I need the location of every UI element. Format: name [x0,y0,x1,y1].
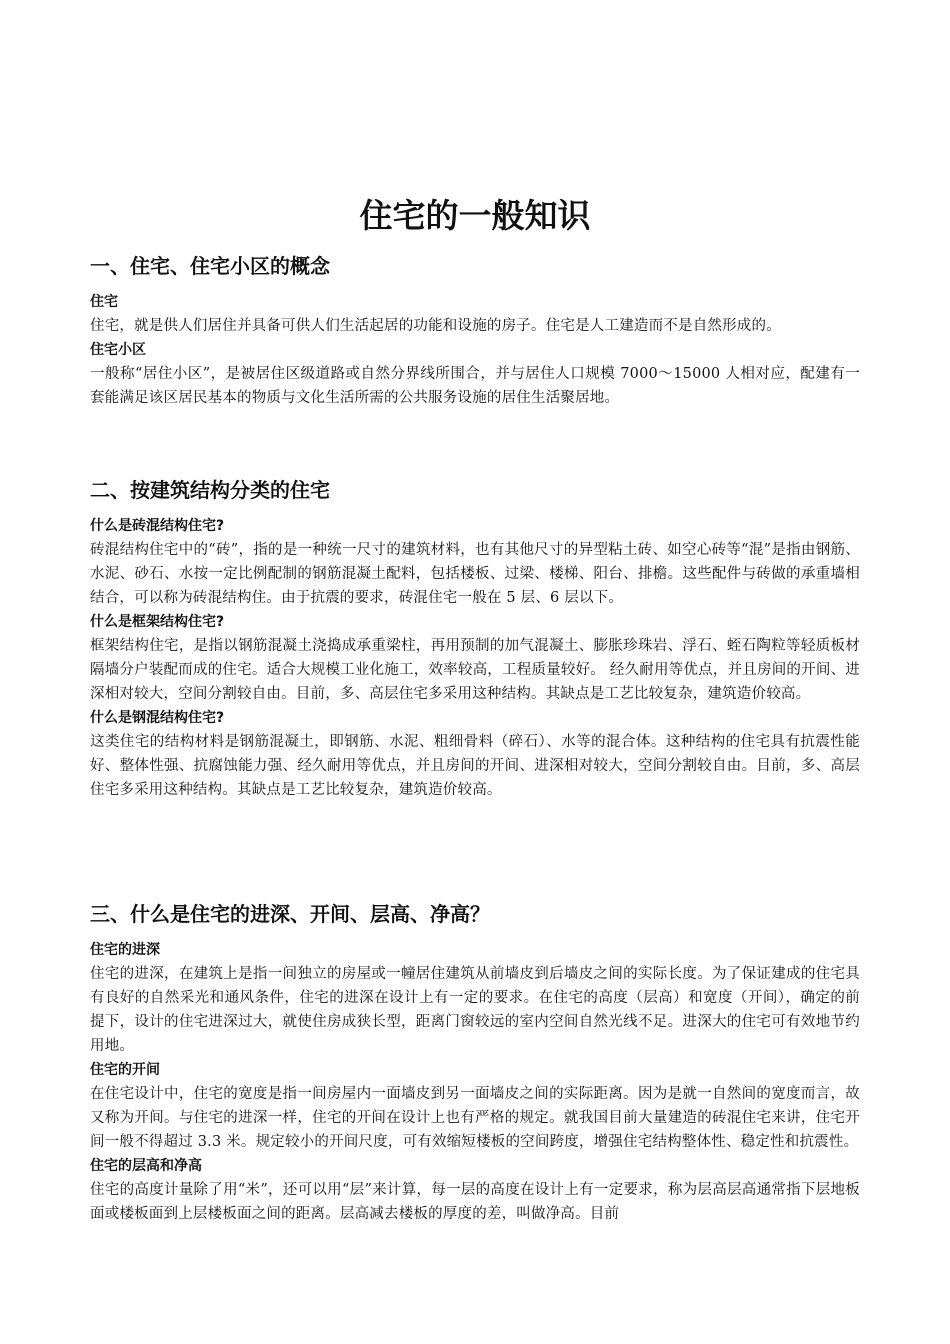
subsection [90,610,860,706]
subsection [90,938,860,1058]
section-heading: 二、按建筑结构分类的住宅 [90,478,330,502]
section-heading: 三、什么是住宅的进深、开间、层高、净高？ [90,902,490,926]
subsection [90,514,860,610]
subsection-heading: 什么是框架结构住宅? [90,614,225,630]
section-dimensions [90,898,860,1226]
document-title: 住宅的一般知识 [359,196,591,235]
subsection-heading: 什么是钢混结构住宅? [90,710,225,726]
subsection-heading: 住宅的层高和净高 [90,1158,202,1174]
paragraph: 这类住宅的结构材料是钢筋混凝土，即钢筋、水泥、粗细骨料（碎石）、水等的混合体。这种结构的住宅具有抗震性能好、整体性强、抗腐蚀能力强、经久耐用等优点，并且房间的开间、进深相对较大，空间分割较自由。目前，多、高层住宅多采用这种结构。其缺点是工艺比较复杂，建筑造价较高。 [90,734,860,798]
document-page [90,0,860,1344]
subsection-heading: 住宅小区 [90,342,146,358]
subsection [90,706,860,802]
subsection-heading: 什么是砖混结构住宅? [90,518,225,534]
paragraph: 砖混结构住宅中的“砖”，指的是一种统一尺寸的建筑材料，也有其他尺寸的异型粘土砖、如空心砖等“混”是指由钢筋、水泥、砂石、水按一定比例配制的钢筋混凝土配料，包括楼板、过梁、楼梯、阳台、排檐。这些配件与砖做的承重墙相结合，可以称为砖混结构住。由于抗震的要求，砖混住宅一般在 5 层、6 层以下。 [90,542,860,606]
paragraph: 住宅的高度计量除了用“米”，还可以用“层”来计算，每一层的高度在设计上有一定要求，称为层高层高通常指下层地板面或楼板面到上层楼板面之间的距离。层高减去楼板的厚度的差，叫做净高。目前 [90,1182,860,1222]
subsection [90,1154,860,1226]
paragraph: 住宅的进深，在建筑上是指一间独立的房屋或一幢居住建筑从前墙皮到后墙皮之间的实际长度。为了保证建成的住宅具有良好的自然采光和通风条件，住宅的进深在设计上有一定的要求。在住宅的高度（层高）和宽度（开间），确定的前提下，设计的住宅进深过大，就使住房成狭长型，距离门窗较远的室内空间自然光线不足。进深大的住宅可有效地节约用地。 [90,966,860,1054]
section-concepts [90,250,860,410]
paragraph: 一般称“居住小区”，是被居住区级道路或自然分界线所围合，并与居住人口规模 7000～15000 人相对应，配建有一套能满足该区居民基本的物质与文化生活所需的公共服务设施的居住生活聚居地。 [90,366,860,406]
subsection [90,1058,860,1154]
subsection [90,338,860,410]
paragraph: 在住宅设计中，住宅的宽度是指一间房屋内一面墙皮到另一面墙皮之间的实际距离。因为是就一自然间的宽度而言，故又称为开间。与住宅的进深一样，住宅的开间在设计上也有严格的规定。就我国目前大量建造的砖混住宅来讲，住宅开间一般不得超过 3.3 米。规定较小的开间尺度，可有效缩短楼板的空间跨度，增强住宅结构整体性、稳定性和抗震性。 [90,1086,860,1150]
section-structure-types [90,474,860,802]
subsection [90,290,860,338]
paragraph: 框架结构住宅，是指以钢筋混凝土浇捣成承重梁柱，再用预制的加气混凝土、膨胀珍珠岩、浮石、蛭石陶粒等轻质板材隔墙分户装配而成的住宅。适合大规模工业化施工，效率较高，工程质量较好。 经久耐用等优点，并且房间的开间、进深相对较大，空间分割较自由。目前，多、高层住宅多采用这种结构。其缺点是工艺比较复杂，建筑造价较高。 [90,638,860,702]
section-heading: 一、住宅、住宅小区的概念 [90,254,330,278]
paragraph: 住宅，就是供人们居住并具备可供人们生活起居的功能和设施的房子。住宅是人工建造而不是自然形成的。 [90,318,781,334]
subsection-heading: 住宅的进深 [90,942,160,958]
subsection-heading: 住宅的开间 [90,1062,160,1078]
subsection-heading: 住宅 [90,294,118,310]
